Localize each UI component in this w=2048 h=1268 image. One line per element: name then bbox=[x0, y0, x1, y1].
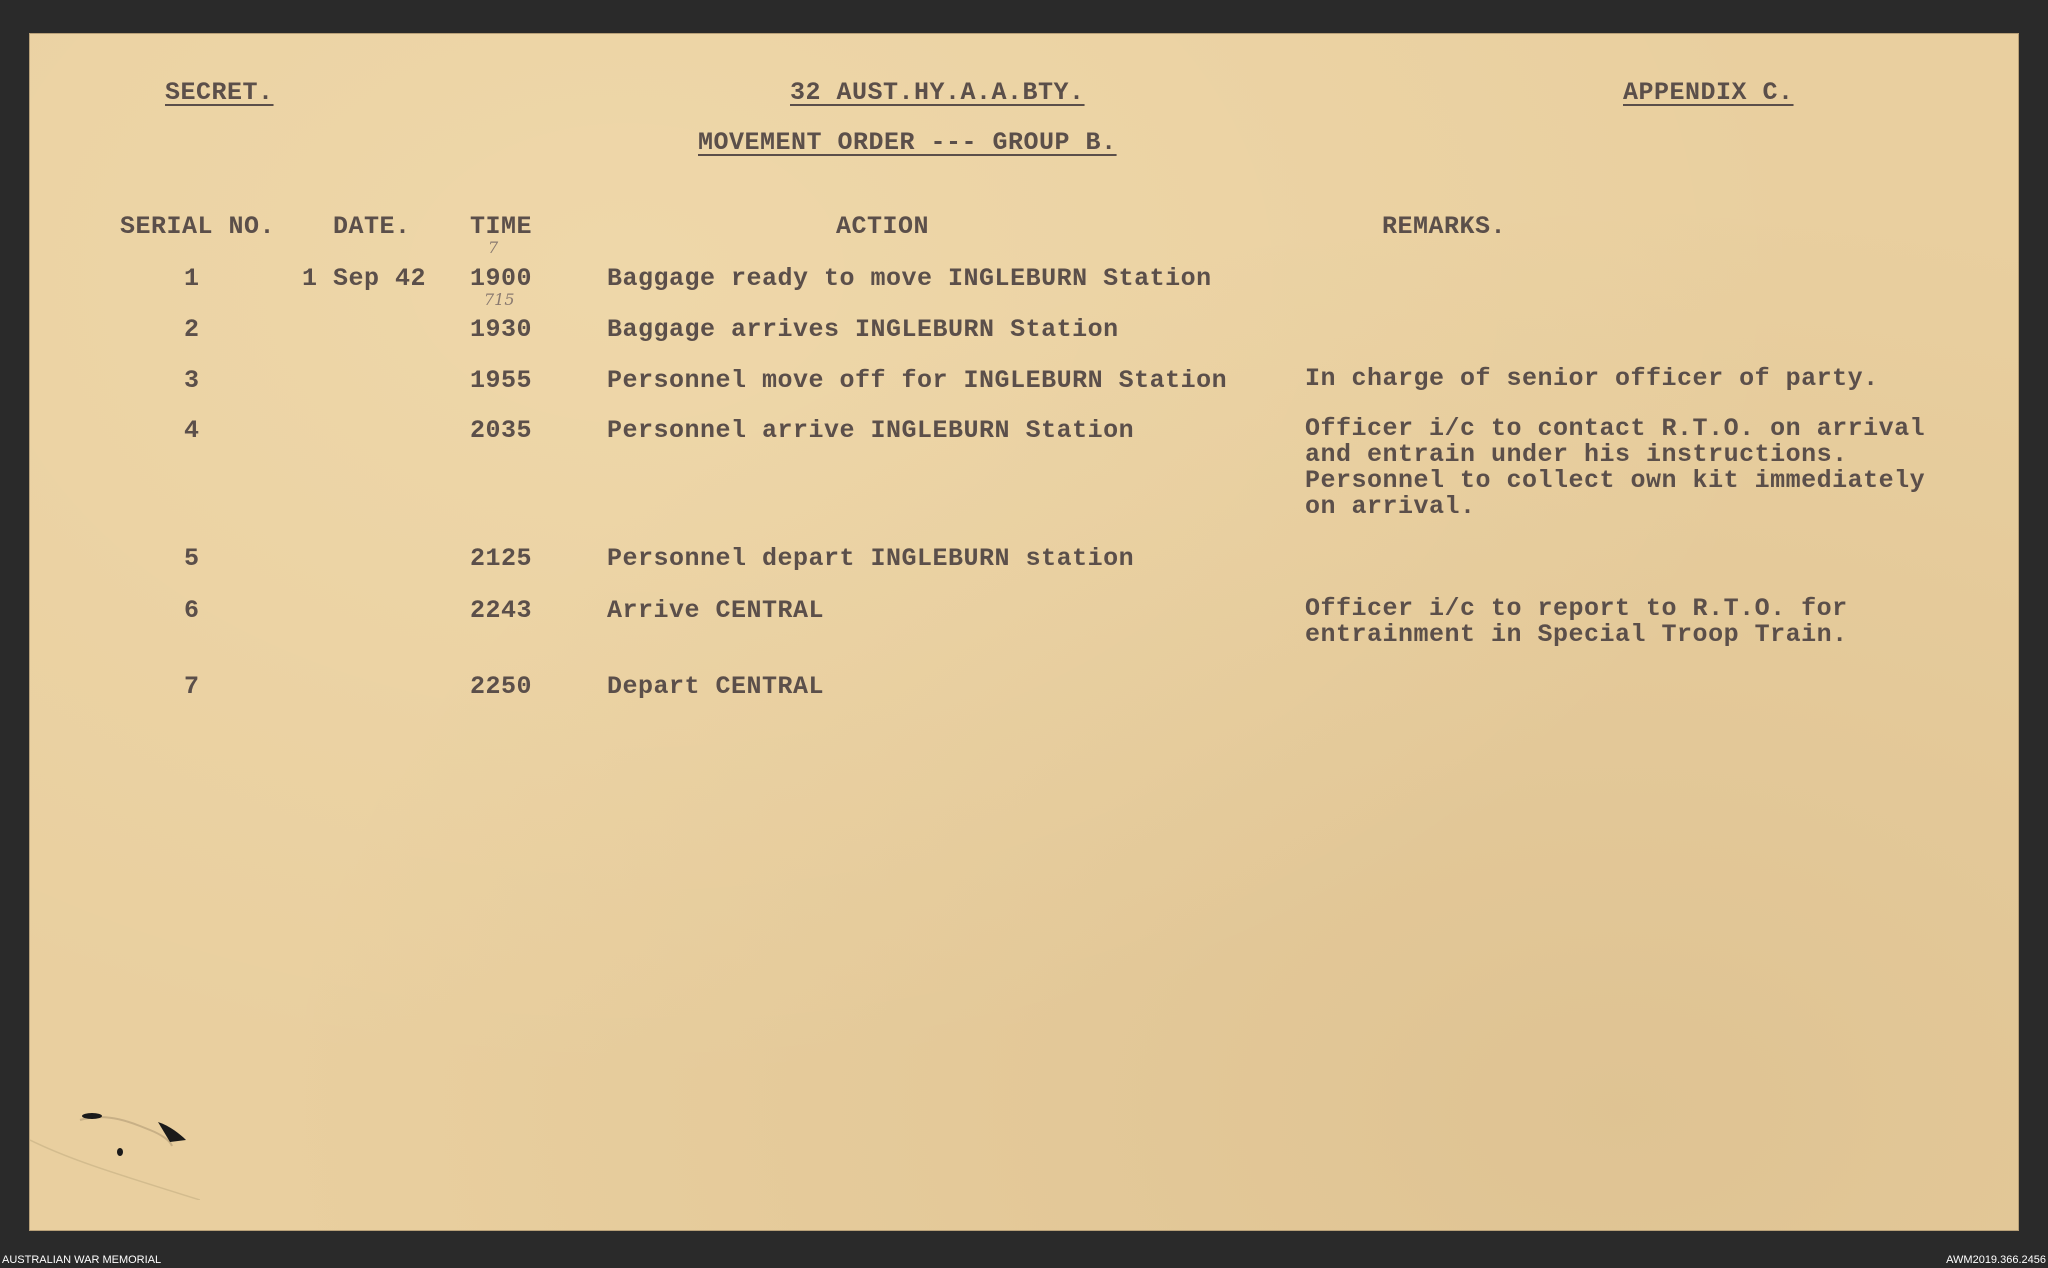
table-row-action: Baggage arrives INGLEBURN Station bbox=[607, 315, 1119, 344]
column-header-serial: SERIAL NO. bbox=[120, 212, 276, 241]
table-row-time: 1955 bbox=[470, 366, 533, 395]
unit-title: 32 AUST.HY.A.A.BTY. bbox=[790, 78, 1085, 107]
table-row-time: 2250 bbox=[470, 672, 533, 701]
table-row-serial: 1 bbox=[184, 264, 200, 293]
handwritten-note-row2: 715 bbox=[484, 290, 515, 309]
column-header-remarks: REMARKS. bbox=[1382, 212, 1507, 241]
column-header-time: TIME bbox=[470, 212, 533, 241]
table-row-remarks: In charge of senior officer of party. bbox=[1305, 364, 1879, 393]
appendix-label: APPENDIX C. bbox=[1623, 78, 1794, 107]
table-row-remarks: Officer i/c to contact R.T.O. on arrival and entrain under his instructions. Personnel to collect own kit immediately on arrival. bbox=[1305, 414, 1926, 521]
table-row-serial: 5 bbox=[184, 544, 200, 573]
table-row-serial: 7 bbox=[184, 672, 200, 701]
paper-damage-mark bbox=[30, 1080, 200, 1200]
table-row-remarks: Officer i/c to report to R.T.O. for entrainment in Special Troop Train. bbox=[1305, 594, 1848, 649]
table-row-action: Personnel move off for INGLEBURN Station bbox=[607, 366, 1228, 395]
table-row-time: 2035 bbox=[470, 416, 533, 445]
table-row-serial: 2 bbox=[184, 315, 200, 344]
table-row-serial: 4 bbox=[184, 416, 200, 445]
table-row-serial: 6 bbox=[184, 596, 200, 625]
table-row-time: 2125 bbox=[470, 544, 533, 573]
table-row-action: Depart CENTRAL bbox=[607, 672, 825, 701]
footer-archive-label: AUSTRALIAN WAR MEMORIAL bbox=[2, 1254, 162, 1266]
table-row-time: 1930 bbox=[470, 315, 533, 344]
document-title: MOVEMENT ORDER --- GROUP B. bbox=[698, 128, 1117, 157]
table-row-action: Arrive CENTRAL bbox=[607, 596, 825, 625]
table-row-time: 1900 bbox=[470, 264, 533, 293]
table-row-action: Personnel depart INGLEBURN station bbox=[607, 544, 1135, 573]
footer-accession-number: AWM2019.366.2456 bbox=[1946, 1254, 2046, 1266]
secret-label: SECRET. bbox=[165, 78, 274, 107]
column-header-action: ACTION bbox=[836, 212, 930, 241]
table-row-action: Baggage ready to move INGLEBURN Station bbox=[607, 264, 1212, 293]
column-header-date: DATE. bbox=[333, 212, 411, 241]
table-row-action: Personnel arrive INGLEBURN Station bbox=[607, 416, 1135, 445]
table-row-serial: 3 bbox=[184, 366, 200, 395]
table-row-date: 1 Sep 42 bbox=[302, 264, 427, 293]
table-row-time: 2243 bbox=[470, 596, 533, 625]
handwritten-note-row1: 7 bbox=[488, 238, 499, 257]
